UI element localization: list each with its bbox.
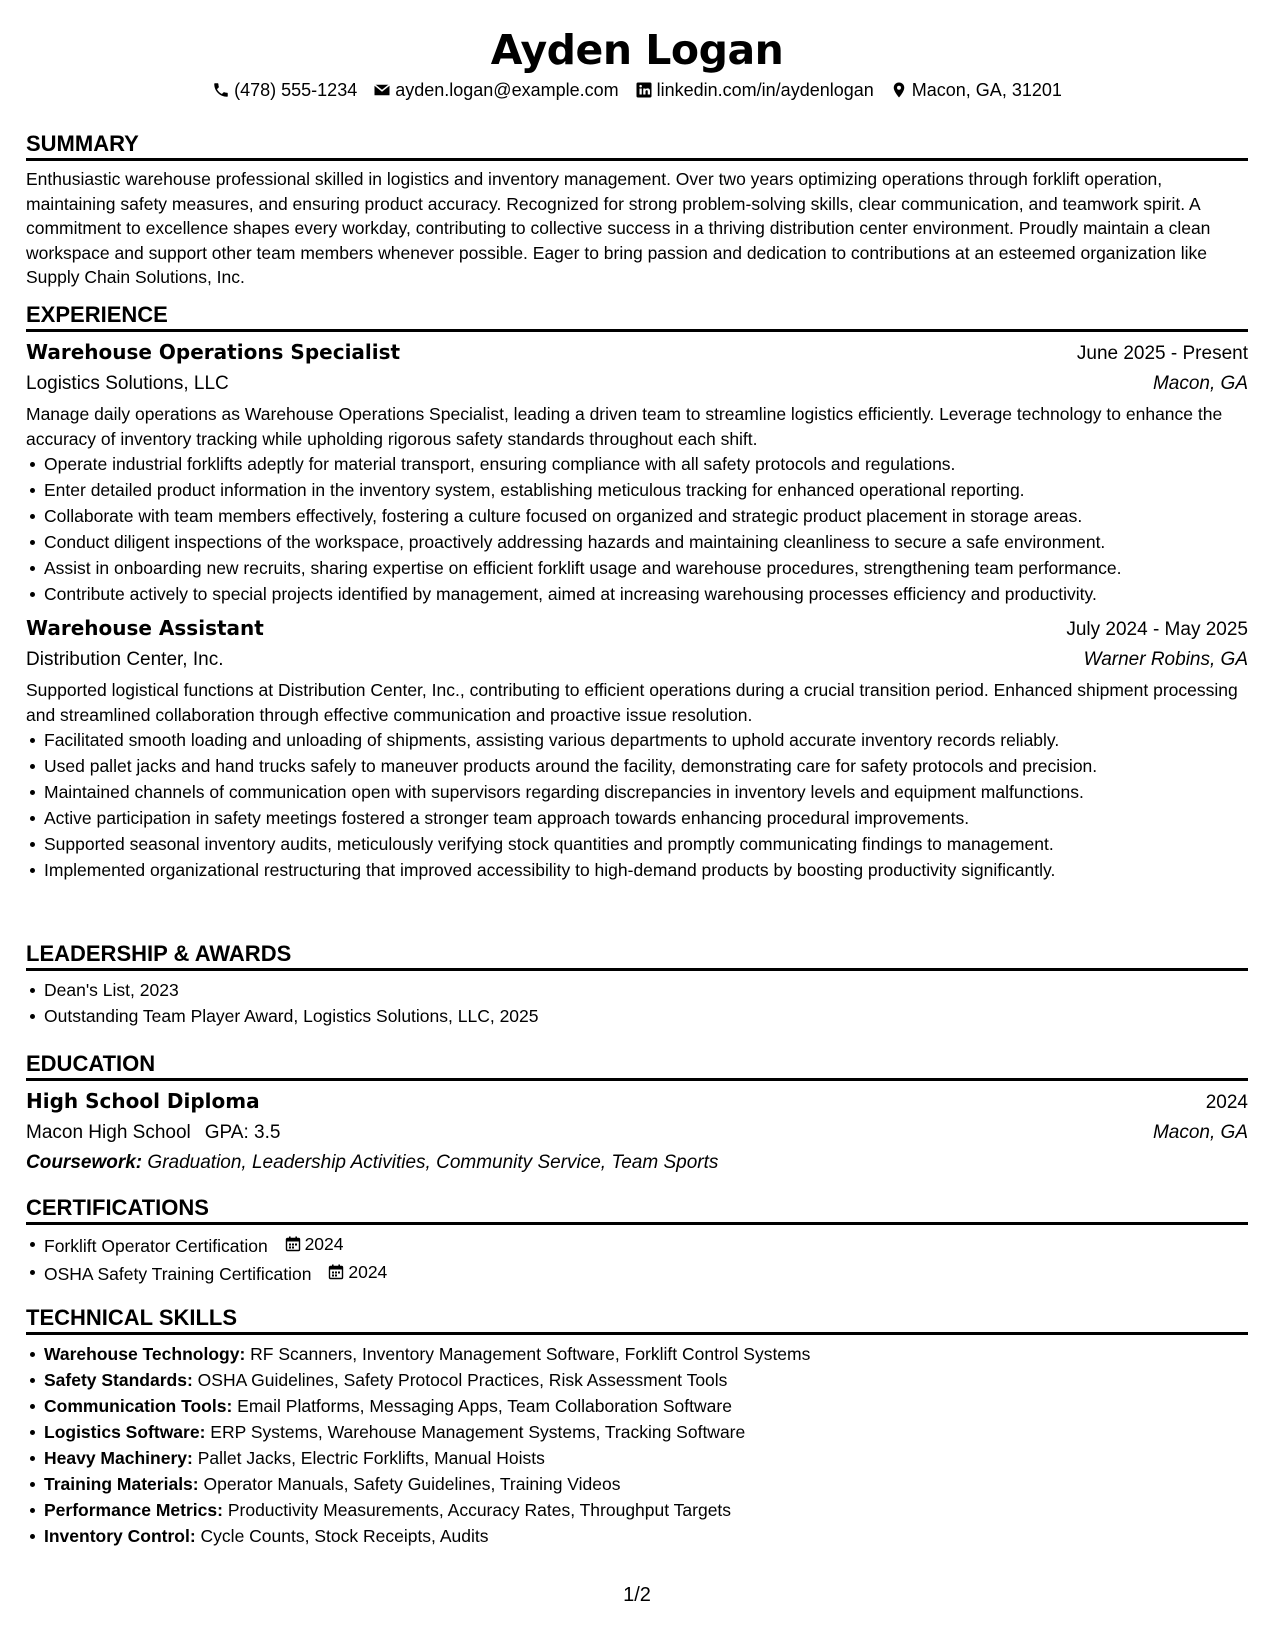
list-item xyxy=(26,1497,1248,1523)
skill-value: Email Platforms, Messaging Apps, Team Collaboration Software xyxy=(237,1396,732,1416)
experience-heading: EXPERIENCE xyxy=(26,302,1248,332)
education-entry xyxy=(26,1086,1248,1178)
list-item xyxy=(26,1523,1248,1549)
list-item xyxy=(26,1367,1248,1393)
certification-year: 2024 xyxy=(348,1262,388,1282)
list-item xyxy=(26,1445,1248,1471)
job-title: Warehouse Operations Specialist xyxy=(26,340,401,364)
list-item xyxy=(26,1341,1248,1367)
job-location: Macon, GA xyxy=(1152,373,1248,394)
list-item: Conduct diligent inspections of the workspace, proactively addressing hazards and maintaining cleanliness to secure a safe environment. xyxy=(26,529,1248,555)
list-item xyxy=(26,1471,1248,1497)
list-item: Enter detailed product information in the inventory system, establishing meticulous tracking for enhanced operational reporting. xyxy=(26,477,1248,503)
list-item: Facilitated smooth loading and unloading of shipments, assisting various departments to uphold accurate inventory records reliably. xyxy=(26,727,1248,753)
skills-heading: TECHNICAL SKILLS xyxy=(26,1305,1248,1335)
certifications-heading: CERTIFICATIONS xyxy=(26,1195,1248,1225)
certification-date xyxy=(328,1259,387,1285)
education-heading: EDUCATION xyxy=(26,1051,1248,1081)
linkedin-icon xyxy=(635,81,653,99)
list-item: Dean's List, 2023 xyxy=(26,977,1248,1003)
job-description: Manage daily operations as Warehouse Operations Specialist, leading a driven team to streamline logistics efficiently. Leverage technology to enhance the accuracy of inventory tracking while upholding rigorous safety standards throughout each shift. xyxy=(26,404,1223,449)
contact-phone xyxy=(212,78,357,102)
certification-year: 2024 xyxy=(304,1234,344,1254)
skill-value: Productivity Measurements, Accuracy Rates, Throughput Targets xyxy=(227,1500,732,1520)
list-item xyxy=(26,1259,1248,1287)
job-dates: July 2024 - May 2025 xyxy=(1066,619,1248,640)
list-item xyxy=(26,1231,1248,1259)
list-item: Assist in onboarding new recruits, sharing expertise on efficient forklift usage and warehouse procedures, strengthening team performance. xyxy=(26,555,1248,581)
school-name: Macon High School xyxy=(26,1122,191,1143)
skill-value: ERP Systems, Warehouse Management Systems, Tracking Software xyxy=(210,1422,746,1442)
skill-value: Operator Manuals, Safety Guidelines, Training Videos xyxy=(203,1474,621,1494)
certifications-section xyxy=(26,1195,1248,1287)
contact-linkedin[interactable] xyxy=(635,78,874,102)
skill-label: Safety Standards: xyxy=(44,1370,193,1390)
education-section xyxy=(26,1051,1248,1178)
skill-label: Inventory Control: xyxy=(44,1526,196,1546)
skill-value: Cycle Counts, Stock Receipts, Audits xyxy=(200,1526,489,1546)
calendar-icon xyxy=(328,1264,344,1280)
summary-text: Enthusiastic warehouse professional skilled in logistics and inventory management. Over two years optimizing operations through forklift operation, maintaining safety measures, and ensuring product accuracy. Recognized for strong problem-solving skills, clear communication, and teamwork spirit. A commitment to excellence shapes every workday, contributing to collective success in a thriving distribution center environment. Proudly maintain a clean workspace and support other team members whenever possible. Eager to bring passion and dedication to contributions at an esteemed organization like Supply Chain Solutions, Inc. xyxy=(26,169,1211,287)
skill-label: Heavy Machinery: xyxy=(44,1448,193,1468)
skill-value: OSHA Guidelines, Safety Protocol Practices, Risk Assessment Tools xyxy=(197,1370,728,1390)
awards-heading: LEADERSHIP & AWARDS xyxy=(26,941,1248,971)
list-item: Contribute actively to special projects identified by management, aimed at increasing warehousing processes efficiency and productivity. xyxy=(26,581,1248,607)
certification-date xyxy=(285,1231,344,1257)
envelope-icon xyxy=(373,81,391,99)
page-number: 1/2 xyxy=(623,1584,651,1606)
job-company: Distribution Center, Inc. xyxy=(26,649,224,670)
coursework xyxy=(26,1148,1248,1178)
coursework-label: Coursework: xyxy=(26,1152,143,1173)
skills-list xyxy=(26,1341,1248,1549)
list-item: Collaborate with team members effectively, fostering a culture focused on organized and strategic product placement in storage areas. xyxy=(26,503,1248,529)
job-description: Supported logistical functions at Distribution Center, Inc., contributing to efficient operations during a crucial transition period. Enhanced shipment processing and streamlined collaboration through effective communication and proactive issue resolution. xyxy=(26,680,1238,725)
skill-label: Warehouse Technology: xyxy=(44,1344,246,1364)
skill-label: Logistics Software: xyxy=(44,1422,206,1442)
coursework-list: Graduation, Leadership Activities, Community Service, Team Sports xyxy=(147,1152,719,1173)
list-item: Operate industrial forklifts adeptly for material transport, ensuring compliance with all safety protocols and regulations. xyxy=(26,451,1248,477)
job-dates: June 2025 - Present xyxy=(1076,343,1248,364)
certifications-list xyxy=(26,1231,1248,1287)
list-item: Implemented organizational restructuring that improved accessibility to high-demand products by boosting productivity significantly. xyxy=(26,857,1248,883)
job-bullets xyxy=(26,727,1248,883)
job-entry xyxy=(26,613,1248,883)
contact-email[interactable] xyxy=(373,78,618,102)
skill-label: Training Materials: xyxy=(44,1474,199,1494)
school-info xyxy=(26,1118,280,1148)
list-item: Used pallet jacks and hand trucks safely to maneuver products around the facility, demonstrating care for safety protocols and precision. xyxy=(26,753,1248,779)
school-location: Macon, GA xyxy=(1152,1122,1248,1143)
list-item: Supported seasonal inventory audits, meticulously verifying stock quantities and promptly communicating findings to management. xyxy=(26,831,1248,857)
awards-list xyxy=(26,977,1248,1029)
gpa: GPA: 3.5 xyxy=(204,1122,281,1143)
list-item xyxy=(26,1419,1248,1445)
skill-value: Pallet Jacks, Electric Forklifts, Manual Hoists xyxy=(197,1448,545,1468)
job-location: Warner Robins, GA xyxy=(1083,649,1248,670)
awards-section xyxy=(26,941,1248,1029)
certification-name: OSHA Safety Training Certification xyxy=(44,1264,312,1284)
education-year: 2024 xyxy=(1205,1092,1248,1113)
contact-email-text[interactable]: ayden.logan@example.com xyxy=(395,80,619,100)
list-item: Active participation in safety meetings fostered a stronger team approach towards enhancing procedural improvements. xyxy=(26,805,1248,831)
phone-icon xyxy=(212,81,230,99)
summary-heading: SUMMARY xyxy=(26,131,1248,161)
certification-name: Forklift Operator Certification xyxy=(44,1236,268,1256)
skill-value: RF Scanners, Inventory Management Software, Forklift Control Systems xyxy=(250,1344,811,1364)
contact-location xyxy=(890,78,1062,102)
summary-section xyxy=(26,131,1248,290)
map-pin-icon xyxy=(890,81,908,99)
contact-bar xyxy=(26,78,1248,102)
list-item xyxy=(26,1393,1248,1419)
contact-phone-text: (478) 555-1234 xyxy=(234,80,358,100)
job-entry xyxy=(26,337,1248,607)
list-item: Maintained channels of communication open with supervisors regarding discrepancies in inventory levels and equipment malfunctions. xyxy=(26,779,1248,805)
skills-section xyxy=(26,1305,1248,1549)
job-company: Logistics Solutions, LLC xyxy=(26,373,229,394)
skill-label: Communication Tools: xyxy=(44,1396,233,1416)
experience-section xyxy=(26,302,1248,883)
contact-linkedin-text[interactable]: linkedin.com/in/aydenlogan xyxy=(656,80,874,100)
job-title: Warehouse Assistant xyxy=(26,616,264,640)
candidate-name: Ayden Logan xyxy=(490,26,784,74)
contact-location-text: Macon, GA, 31201 xyxy=(911,80,1062,100)
calendar-icon xyxy=(285,1236,301,1252)
list-item: Outstanding Team Player Award, Logistics Solutions, LLC, 2025 xyxy=(26,1003,1248,1029)
job-bullets xyxy=(26,451,1248,607)
skill-label: Performance Metrics: xyxy=(44,1500,223,1520)
degree-title: High School Diploma xyxy=(26,1089,260,1113)
